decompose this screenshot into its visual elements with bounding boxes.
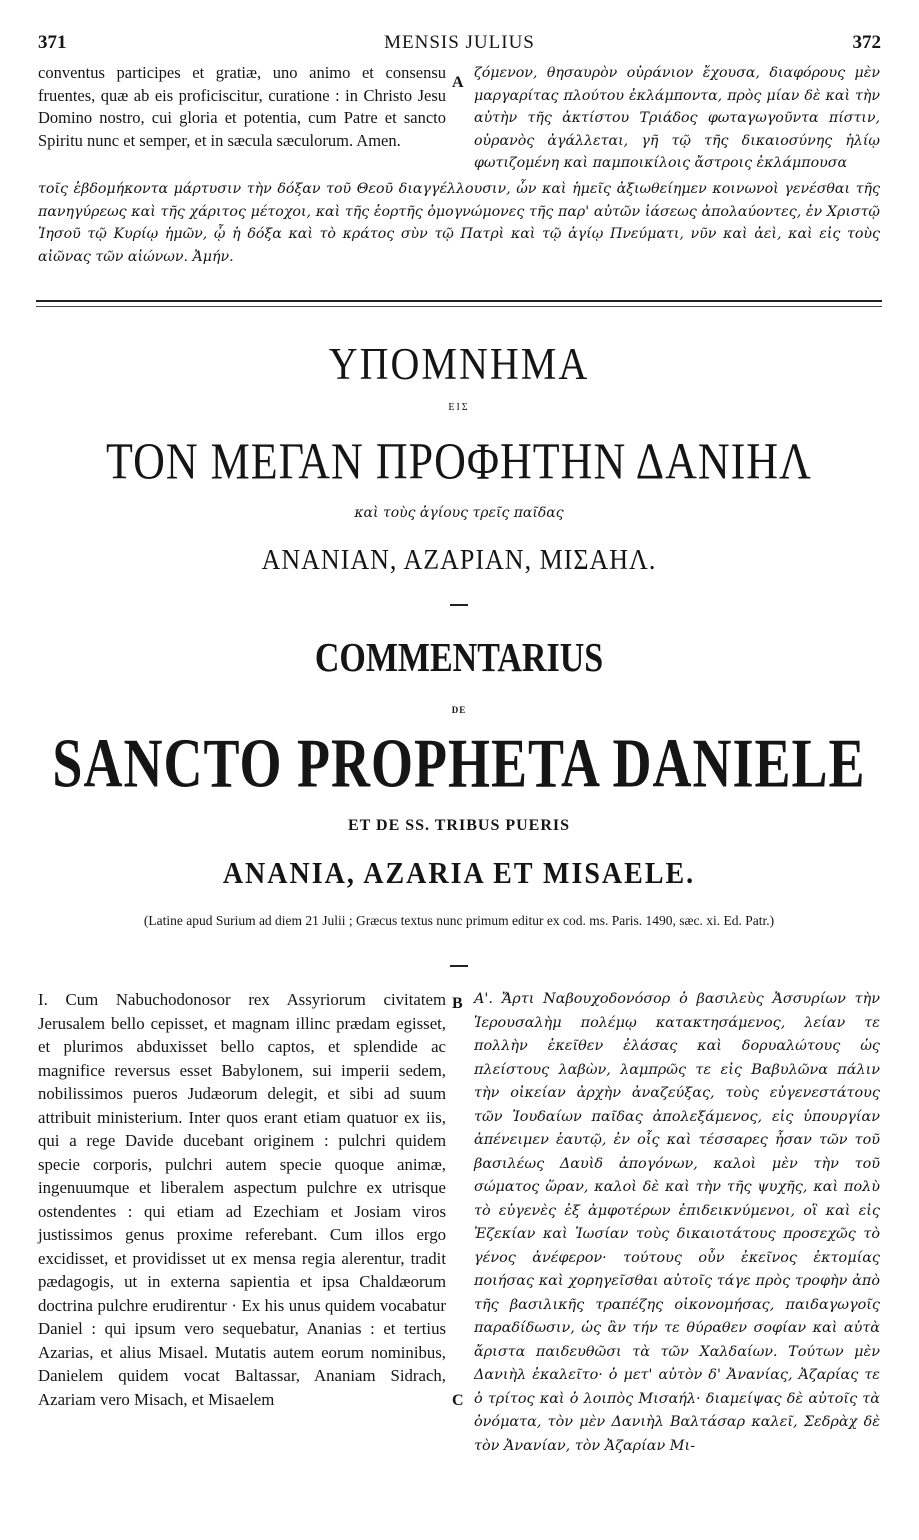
margin-letter-c: C [452, 1392, 464, 1409]
latin-title-commentarius: COMMENTARIUS [314, 636, 604, 681]
margin-letter-b: B [452, 995, 463, 1012]
section-divider [36, 300, 882, 307]
running-header [38, 28, 881, 58]
latin-column-top [38, 62, 446, 152]
greek-column-body [474, 988, 880, 1458]
latin-body-paragraph: I. Cum Nabuchodonosor rex Assyriorum civitatem Jerusalem bello cepisset, et magnam illinc prædam egisset, et plurimos abduxisset bello captos, et splendide ac magnifice reversus esset Babylonem, sui imperii sedem, nobilissimos pueros Judæorum delegit, et sibi ad suum attribuit ministerium. Inter quos erant etiam quatuor ex iis, qui a rege Davide ducebant originem : pulchri quidem specie corporis, pulchri autem specie quoque animæ, ingenuumque et liberalem aspectum pulchre ex utrisque ostendentes : qui etiam ad Ezechiam et Josiam viros justissimos genus proxime referebant. Cum illos ergo excidisset, et providisset ut ex mensa regia alerentur, tradit pædagogis, ut in externa sapientia et ipsa Chaldæorum doctrina pulchre erudirentur · Ex his unus quidem vocabatur Daniel : qui ipsum vero sequebatur, Ananias : et tertius Azarias, et alius Misael. Mutatis autem eorum nominibus, Danielem quidem vocat Baltassar, Ananiam Sidrach, Azariam vero Misach, et Misaelem [38, 990, 446, 1409]
greek-title-prophet: ΤΟΝ ΜΕΓΑΝ ΠΡΟΦΗΤΗΝ ΔΑΝΙΗΛ [106, 432, 812, 491]
running-title: MENSIS JULIUS [384, 32, 535, 53]
page-number-right: 372 [852, 32, 881, 53]
greek-full-width-paragraph [38, 178, 880, 268]
greek-body-paragraph: Α'. Ἄρτι Ναβουχοδονόσορ ὁ βασιλεὺς Ἀσσυρίων τὴν Ἱερουσαλὴμ πολέμῳ κατακτησάμενος, λείαν τε πολλὴν ἐκεῖθεν ἐλάσας καὶ δορυαλώτους ὡς πλείστους λαβὼν, λαμπρῶς τε εἰς Βαβυλῶνα πάλιν τὴν οἰκείαν ἀρχὴν ἀναζεύξας, τοὺς εὐγενεστάτους τῶν Ἰουδαίων παῖδας ἀπολεξάμενος, εἰς ὑπουργίαν ἀπένειμεν ἑαυτῷ, ἐν οἷς καὶ τέσσαρες ἦσαν τῶν τοῦ βασιλέως Δαυὶδ ἀπογόνων, καλοὶ μὲν τὴν τοῦ σώματος ὥραν, καλοὶ δὲ καὶ τὴν τῆς ψυχῆς, καὶ πολὺ τὸ εὐγενὲς ἐξ ἀμφοτέρων ἐπιδεικνύμενοι, οἳ καὶ εἰς Ἐζεκίαν καὶ Ἰωσίαν τοὺς δικαιοτάτους προσεχῶς τὸ γένος ἀνέφερον· τούτους οὖν ἐκεῖνος ἐκτομίας ποιήσας καὶ χορηγεῖσθαι αὐτοῖς τάγε πρὸς τροφὴν ἀπὸ τῆς βασιλικῆς τραπέζης οἰκονομήσας, παιδαγωγοῖς παραδίδωσιν, ὡς ἂν τήν τε θύραθεν σοφίαν καὶ αὐτὰ ἄριστα παιδευθῶσι τὰ τῶν Χαλδαίων. Τούτων μὲν Δανιὴλ ἐκαλεῖτο· ὁ μετ' αὐτὸν δ' Ἀνανίας, Ἀζαρίας τε ὁ τρίτος καὶ ὁ λοιπὸς Μισαήλ· διαμείψας δὲ αὐτοῖς τὰ ὀνόματα, τὸν μὲν Δανιὴλ Βαλτάσαρ καλεῖ, Σεδρὰχ δὲ τὸν Ἀνανίαν, τὸν Ἀζαρίαν Μι- [474, 991, 880, 1454]
greek-paragraph-full: τοῖς ἑβδομήκοντα μάρτυσιν τὴν δόξαν τοῦ Θεοῦ διαγγέλλουσιν, ὧν καὶ ἡμεῖς ἀξιωθείημεν κοινωνοὶ γενέσθαι τῆς πανηγύρεως καὶ τῆς χάριτος μέτοχοι, καὶ τῆς ἑορτῆς ὁμογνώμονες τῆς παρ' αὐτῶν ἰάσεως ἀπολαύοντες, ἐν Χριστῷ Ἰησοῦ τῷ Κυρίῳ ἡμῶν, ᾧ ἡ δόξα καὶ τὸ κράτος σὺν τῷ Πατρὶ καὶ τῷ ἁγίῳ Πνεύματι, νῦν καὶ ἀεὶ, καὶ εἰς τοὺς αἰῶνας τῶν αἰώνων. Ἀμήν. [38, 181, 880, 265]
title-dash [450, 604, 468, 606]
greek-title-eis: ΕΙΣ [448, 402, 470, 413]
latin-title-pueris: ET DE SS. TRIBUS PUERIS [347, 817, 571, 834]
title-dash-bottom [450, 965, 468, 967]
source-note: (Latine apud Surium ad diem 21 Julii ; Græcus textus nunc primum editur ex cod. ms. Paris. 1490, sæc. xi. Ed. Patr.) [143, 913, 775, 928]
greek-column-top [474, 62, 880, 175]
greek-title-children: καὶ τοὺς ἁγίους τρεῖς παῖδας [354, 505, 564, 521]
latin-title-prophet: SANCTO PROPHETA DANIELE [52, 724, 866, 802]
greek-title-names: ΑΝΑΝΙΑΝ, ΑΖΑΡΙΑΝ, ΜΙΣΑΗΛ. [261, 543, 657, 576]
greek-paragraph: ζόμενον, θησαυρὸν οὐράνιον ἔχουσα, διαφόρους μὲν μαργαρίτας πλούτου ἐκλάμποντα, πρὸς μίαν δὲ καὶ τὴν αὐτὴν τῆς ἀκτίστου Τριάδος φωταγωγοῦντα πίστιν, οὐρανὸς ἀγάλλεται, γῆ τῷ τῆς δικαιοσύνης ἡλίῳ φωτιζομένη καὶ παμποικίλοις ἄστροις ἐκλάμπουσα [474, 65, 880, 172]
greek-title-main: ΥΠΟΜΝΗΜΑ [328, 337, 590, 390]
latin-title-names: ANANIA, AZARIA ET MISAELE. [222, 856, 696, 891]
latin-paragraph: conventus participes et gratiæ, uno animo et consensu fruentes, quæ ab eis proficiscitur, curatione : in Christo Jesu Domino nostro, cui gloria et potentia, cum Patre et sancto Spiritu nunc et semper, et in sæcula sæculorum. Amen. [38, 63, 446, 150]
latin-column-body [38, 988, 446, 1411]
margin-letter-a: A [452, 74, 464, 91]
latin-title-de: DE [451, 705, 467, 715]
page-number-left: 371 [38, 32, 67, 53]
